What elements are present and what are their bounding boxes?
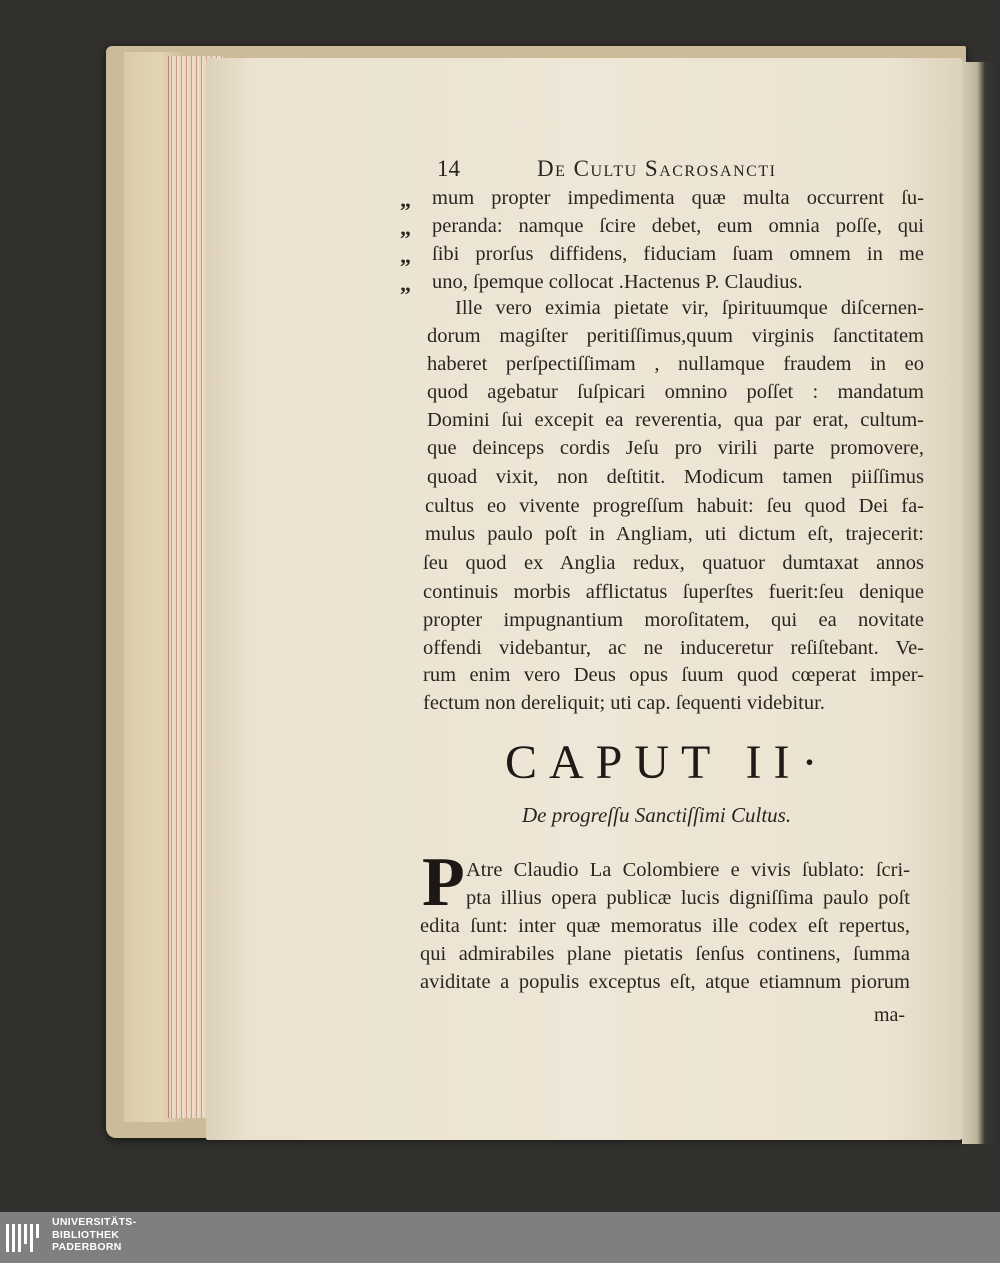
- running-header: [437, 156, 847, 186]
- text-line: pta illius opera publicæ lucis digniſſima paulo poſt: [466, 887, 910, 909]
- logo-line: UNIVERSITÄTS-: [52, 1216, 137, 1228]
- text-line: qui admirabiles plane pietatis ſenſus continens, ſumma: [420, 943, 910, 965]
- library-footer-bar: [0, 1212, 1000, 1263]
- logo-line: PADERBORN: [52, 1241, 122, 1253]
- quote-mark: „: [400, 243, 411, 268]
- text-line: offendi videbantur, ac ne induceretur reſiſtebant. Ve-: [423, 637, 924, 659]
- text-line: uno, ſpemque collocat .Hactenus P. Claudius.: [432, 271, 803, 293]
- text-line: continuis morbis afflictatus ſuperſtes fuerit:ſeu denique: [423, 581, 924, 603]
- library-logo-icon: [6, 1220, 42, 1256]
- text-line: aviditate a populis exceptus eſt, atque etiamnum piorum: [420, 971, 910, 993]
- page-number: 14: [437, 156, 460, 181]
- text-line: propter impugnantium moroſitatem, qui ea novitate: [423, 609, 924, 631]
- text-line: dorum magiſter peritiſſimus,quum virginis ſanctitatem: [427, 325, 924, 347]
- text-line: haberet perſpectiſſimam , nullamque fraudem in eo: [427, 353, 924, 375]
- catchword: ma-: [874, 1004, 906, 1026]
- quote-mark: „: [400, 271, 411, 296]
- text-line: fectum non dereliquit; uti cap. ſequenti videbitur.: [423, 692, 825, 714]
- text-line: que deinceps cordis Jeſu pro virili parte promovere,: [427, 437, 924, 459]
- quote-mark: „: [400, 215, 411, 240]
- text-line: Domini ſui excepit ea reverentia, qua par erat, cultum-: [427, 409, 924, 431]
- text-line: ſibi prorſus diffidens, fiduciam ſuam omnem in me: [432, 243, 924, 265]
- running-title: De Cultu Sacrosancti: [537, 156, 777, 181]
- text-line: edita ſunt: inter quæ memoratus ille codex eſt repertus,: [420, 915, 910, 937]
- quote-mark: „: [400, 187, 411, 212]
- logo-line: BIBLIOTHEK: [52, 1228, 120, 1241]
- text-line: mulus paulo poſt in Angliam, uti dictum eſt, trajecerit:: [425, 523, 924, 545]
- text-line: Atre Claudio La Colombiere e vivis ſublato: ſcri-: [466, 859, 910, 881]
- text-line: ſeu quod ex Anglia redux, quatuor dumtaxat annos: [423, 552, 924, 574]
- chapter-heading: CAPUT II·: [505, 736, 830, 789]
- page-fold-edge: [962, 62, 1000, 1144]
- text-line: quod agebatur ſuſpicari omnino poſſet : mandatum: [427, 381, 924, 403]
- drop-capital: P: [422, 844, 465, 921]
- library-logo-text: [52, 1216, 192, 1260]
- text-line: cultus eo vivente progreſſum habuit: ſeu quod Dei fa-: [425, 495, 924, 517]
- text-line: peranda: namque ſcire debet, eum omnia poſſe, qui: [432, 215, 924, 237]
- text-line: quoad vixit, non deſtitit. Modicum tamen piiſſimus: [427, 466, 924, 488]
- text-line: mum propter impedimenta quæ multa occurrent ſu-: [432, 187, 924, 209]
- text-line: rum enim vero Deus opus ſuum quod cœperat imper-: [423, 664, 924, 686]
- chapter-subtitle: De progreſſu Sanctiſſimi Cultus.: [522, 803, 792, 827]
- text-line: Ille vero eximia pietate vir, ſpirituumque diſcernen-: [455, 297, 924, 319]
